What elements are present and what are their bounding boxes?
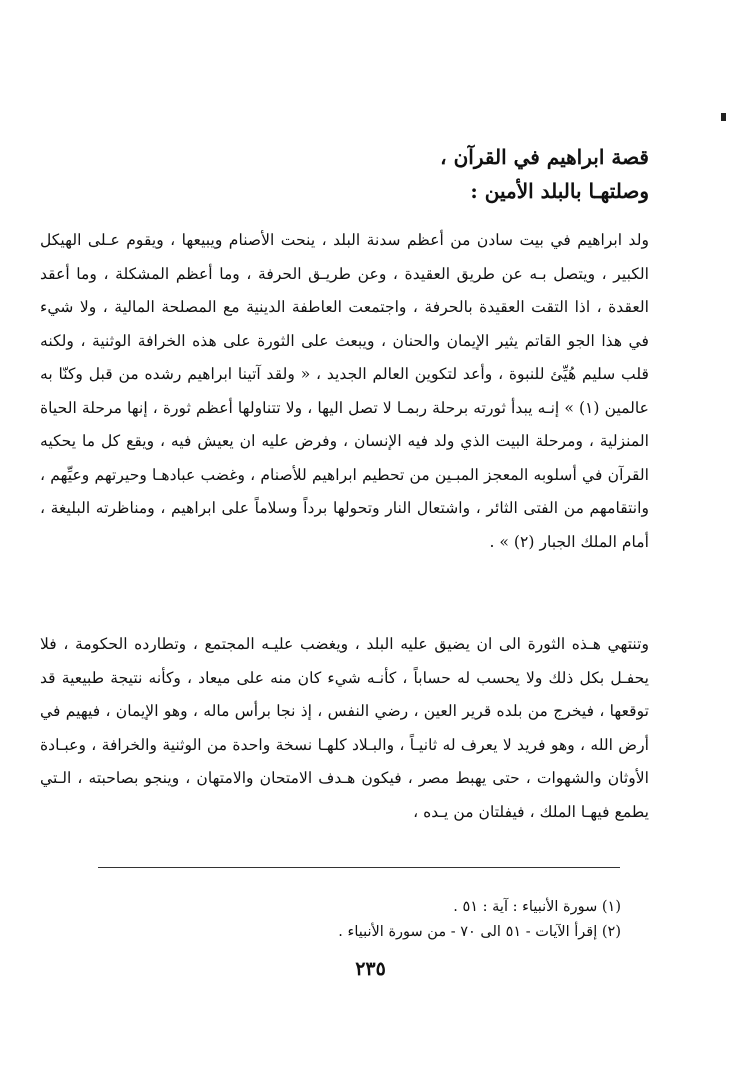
footnote-separator [98, 867, 620, 868]
paragraph-1-block [40, 224, 649, 559]
paragraph-2: وتنتهي هـذه الثورة الى ان يضيق عليه البلد ، ويغضب عليـه المجتمع ، وتطارده الحكومة ، فلا يحفـل بكل ذلك ولا يحسب له حساباً ، كأنـه شيء كان منه على ميعاد ، وكأنه نتيجة طبيعية قد توقعها ، فيخرج من بلده قرير العين ، رضي النفس ، إذ نجا برأس ماله ، وهو الإيمان ، فيهيم في أرض الله ، وهو فريد لا يعرف له ثانيـاً ، والبـلاد كلهـا نسخة واحدة من الوثنية والخرافة ، وعبـادة الأوثان والشهوات ، حتى يهبط مصر ، فيكون هـدف الامتحان والامتهان ، وينجو بصاحبته ، الـتي يطمع فيهـا الملك ، فيفلتان من يـده ، [40, 635, 649, 821]
paragraph-1: ولد ابراهيم في بيت سادن من أعظم سدنة البلد ، ينحت الأصنام ويبيعها ، ويقوم عـلى الهيكل الكبير ، ويتصل بـه عن طريق العقيدة ، وعن طريـق الحرفة ، وما أعظم المشكلة ، وما أعقد العقدة ، اذا التقت العقيدة بالحرفة ، واجتمعت العاطفة الدينية مع المصلحة المالية ، ولا شيء في هذا الجو القاتم يثير الإيمان والحنان ، ويبعث على الثورة على هذه الخرافة الوثنية ، ولكنه قلب سليم هُيِّئ للنبوة ، وأعد لتكوين العالم الجديد ، « ولقد آتينا ابراهيم رشده من قبل وكنّا به عالمين (١) » إنـه يبدأ ثورته برحلة ربمـا لا تصل اليها ، ولا تتناولها أعظم ثورة ، إنها مرحلة الحياة المنزلية ، ومرحلة البيت الذي ولد فيه الإنسان ، وفرض عليه ان يعيش فيه ، ويقع كل ما يحكيه القرآن في أسلوبه المعجز المبـين من تحطيم ابراهيم للأصنام ، وغضب عبادهـا وحيرتهم وعيِّهم ، وانتقامهم من الفتى الثائر ، واشتعال النار وتحولها برداً وسلاماً على ابراهيم ، ومناظرته البليغة ، أمام الملك الجبار (٢) » . [40, 231, 649, 551]
footnotes [100, 895, 621, 945]
heading-line-1: قصة ابراهيم في القرآن ، [440, 145, 649, 169]
page-number: ٢٣٥ [355, 958, 386, 980]
footnote-2: (٢) إقرأ الآيات - ٥١ الى ٧٠ - من سورة الأنبياء . [338, 924, 621, 940]
footnote-1: (١) سورة الأنبياء : آية : ٥١ . [453, 899, 621, 915]
paragraph-2-block [40, 628, 649, 829]
margin-mark [721, 113, 726, 121]
section-heading [60, 140, 649, 208]
heading-line-2: وصلتهـا بالبلد الأمين : [470, 179, 649, 203]
